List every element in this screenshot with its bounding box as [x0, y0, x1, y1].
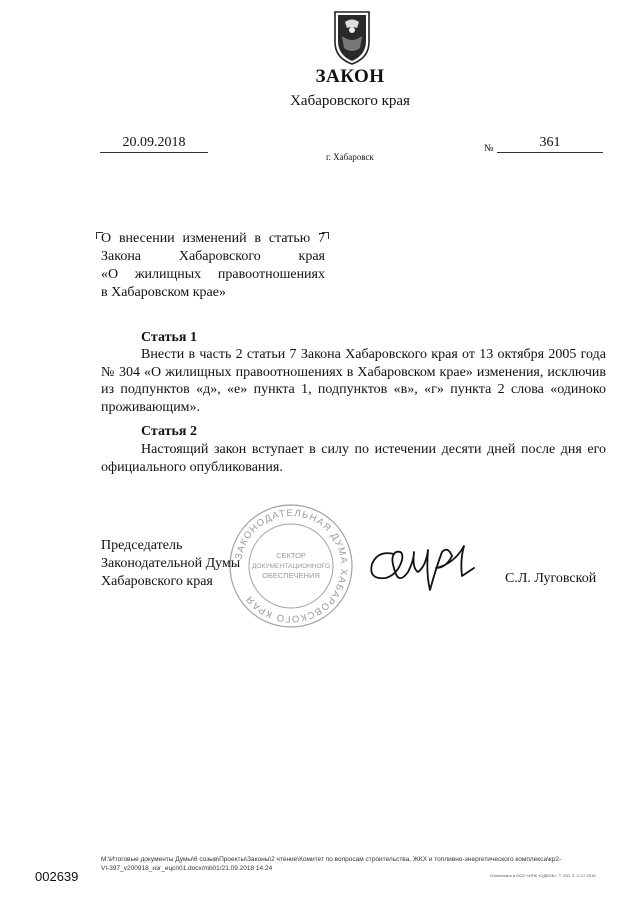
title-word: внесении	[118, 231, 175, 246]
title-line	[101, 266, 325, 284]
printer-note: Отпечатано в ООО «ИПК «ОДБОБ», Т. 200, З. С-17-2018	[490, 873, 596, 878]
title-line	[101, 230, 325, 248]
title-line	[101, 248, 325, 266]
title-word: статью	[268, 231, 311, 246]
signer-position-line: Председатель	[101, 538, 183, 553]
title-corner-left-mark	[96, 232, 103, 239]
file-path-line: M:\Итоговые документы Думы\6 созыв\Проекты\Законы\2 чтение\Комитет по вопросам строительства, ЖКХ и топливно-энергетического комплекса\кр2-	[101, 856, 562, 863]
document-date: 20.09.2018	[100, 135, 208, 153]
title-line-text: в Хабаровском крае»	[101, 285, 226, 300]
official-stamp	[227, 502, 355, 630]
coat-of-arms-emblem	[327, 8, 377, 66]
title-word: жилищных	[134, 267, 202, 282]
signer-position-line: Хабаровского края	[101, 574, 213, 589]
city-label: г. Хабаровск	[326, 152, 374, 162]
stamp-center-line: ОБЕСПЕЧЕНИЯ	[262, 571, 320, 580]
title-word: Хабаровского	[178, 249, 261, 264]
stamp-ring-text: ЗАКОНОДАТЕЛЬНАЯ ДУМА ХАБАРОВСКОГО КРАЯ	[233, 507, 350, 625]
article-2-heading: Статья 2	[141, 424, 197, 439]
title-word: 7	[317, 231, 325, 246]
registration-number: 002639	[35, 869, 79, 884]
article-1-heading: Статья 1	[141, 330, 197, 345]
article-1-text: Внести в часть 2 статьи 7 Закона Хабаровского края от 13 октября 2005 года № 304 «О жилищных правоотношениях в Хабаровском крае» изменения, исключив из подпунктов «д», «е» пункта 1, подпунктов «в», «г» пункта 2 слова «одиноко проживающим».	[101, 347, 606, 415]
article-2-text: Настоящий закон вступает в силу по истечении десяти дней после дня его официального опубликования.	[101, 442, 606, 475]
title-word: изменений	[182, 231, 247, 246]
file-path-line: VI-397_v200918_изг_ецсп01.docx/mb01/21.09.2018 14:24	[101, 865, 273, 872]
document-number: 361	[497, 135, 603, 153]
title-word: Закона	[101, 249, 142, 264]
law-title	[101, 230, 325, 302]
number-sign: №	[484, 143, 494, 154]
file-path-footer	[101, 855, 601, 873]
region-subtitle: Хабаровского края	[290, 93, 410, 109]
stamp-center-line: ДОКУМЕНТАЦИОННОГО	[251, 563, 331, 570]
title-word: в	[254, 231, 262, 246]
title-word: О	[101, 231, 112, 246]
title-line	[101, 284, 325, 302]
handwritten-signature	[364, 538, 480, 594]
title-word: края	[298, 249, 325, 264]
title-word: правоотношениях	[217, 267, 325, 282]
title-word: «О	[101, 267, 119, 282]
stamp-center-line: СЕКТОР	[276, 551, 306, 560]
signer-name: С.Л. Луговской	[505, 571, 597, 586]
signer-position	[101, 537, 240, 591]
document-type-heading: ЗАКОН	[315, 66, 385, 87]
title-corner-right-mark	[322, 232, 329, 239]
signer-position-line: Законодательной Думы	[101, 556, 241, 571]
